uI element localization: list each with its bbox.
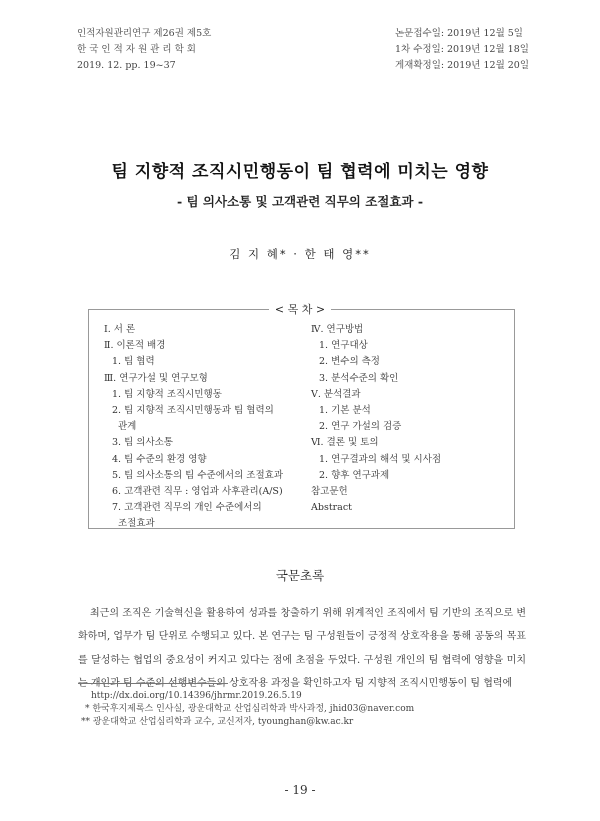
authors: 김 지 혜* · 한 태 영** — [229, 247, 371, 261]
page-number: - 19 - — [284, 783, 316, 797]
toc-item: 2. 팀 지향적 조직시민행동과 팀 협력의 — [112, 404, 274, 416]
received-date: 논문접수일: 2019년 12월 5일 — [395, 28, 523, 39]
toc-item: 1. 팀 지향적 조직시민행동 — [112, 388, 222, 400]
toc-item: 3. 분석수준의 확인 — [319, 372, 399, 384]
toc-item: 1. 기본 분석 — [319, 404, 371, 416]
toc-item: 2. 연구 가설의 검증 — [319, 421, 402, 433]
toc-item: Abstract — [311, 502, 352, 514]
revised-date: 1차 수정일: 2019년 12월 18일 — [395, 44, 529, 55]
toc-item: Ⅴ. 분석결과 — [311, 388, 361, 400]
footnote-first-author: * 한국후지제록스 인사실, 광운대학교 산업심리학과 박사과정, jhid03@naver.com — [85, 704, 415, 715]
toc-label: < 목 차 > — [0, 301, 600, 317]
toc-item: Ⅰ. 서 론 — [104, 324, 136, 335]
toc-item: 1. 연구대상 — [319, 340, 368, 352]
toc-item: 참고문헌 — [311, 485, 348, 497]
toc-item: 6. 고객관련 직무 : 영업과 사후관리(A/S) — [112, 485, 283, 497]
toc-item: 4. 팀 수준의 환경 영향 — [112, 453, 207, 465]
footnote-divider — [78, 683, 228, 684]
journal-info — [77, 26, 211, 74]
society-name: 한 국 인 적 자 원 관 리 학 회 — [77, 44, 196, 55]
paper-title: 팀 지향적 조직시민행동이 팀 협력에 미치는 영향 — [111, 162, 489, 182]
doi-link[interactable]: http://dx.doi.org/10.14396/jhrmr.2019.26.5.19 — [91, 691, 302, 701]
toc-item: 3. 팀 의사소통 — [112, 437, 173, 449]
toc-item: 5. 팀 의사소통의 팀 수준에서의 조절효과 — [112, 469, 283, 481]
toc-item: Ⅵ. 결론 및 토의 — [311, 437, 379, 449]
toc-item: Ⅳ. 연구방법 — [311, 324, 364, 335]
toc-item: 1. 연구결과의 해석 및 시사점 — [319, 453, 442, 465]
toc-item: 1. 팀 협력 — [112, 356, 155, 368]
toc-item: 조절효과 — [118, 518, 155, 530]
accepted-date: 게재확정일: 2019년 12월 20일 — [395, 60, 530, 71]
toc-item: 2. 향후 연구과제 — [319, 469, 390, 481]
abstract-heading: 국문초록 — [275, 568, 325, 583]
footnote-corresponding-author: ** 광운대학교 산업심리학과 교수, 교신저자, tyounghan@kw.ac.kr — [81, 717, 354, 728]
toc-item: 관계 — [118, 421, 137, 433]
toc-item: 7. 고객관련 직무의 개인 수준에서의 — [112, 502, 262, 514]
submission-dates — [395, 26, 529, 74]
toc-item: Ⅲ. 연구가설 및 연구모형 — [104, 372, 208, 384]
issue-pages: 2019. 12. pp. 19~37 — [77, 60, 176, 71]
toc-item: Ⅱ. 이론적 배경 — [104, 340, 166, 352]
abstract-body: 최근의 조직은 기술혁신을 활용하여 성과를 창출하기 위해 위계적인 조직에서 팀 기반의 조직으로 변화하며, 업무가 팀 단위로 수행되고 있다. 본 연구는 팀 구성원들이 긍정적 상호작용을 통해 공동의 목표를 달성하는 협업의 중요성이 커지고 있다는 점에 초점을 두었다. 구성원 개인의 팀 협력에 영향을 미치는 개인과 팀 수준의 선행변수들의 상호작용 과정을 확인하고자 팀 지향적 조직시민행동이 팀 협력에 — [78, 608, 526, 689]
toc-left-column — [104, 322, 283, 532]
toc-item: 2. 변수의 측정 — [319, 356, 380, 368]
toc-right-column — [311, 322, 441, 516]
paper-subtitle: - 팀 의사소통 및 고객관련 직무의 조절효과 - — [176, 194, 424, 209]
footnotes — [81, 690, 415, 730]
journal-name: 인적자원관리연구 제26권 제5호 — [77, 28, 212, 39]
